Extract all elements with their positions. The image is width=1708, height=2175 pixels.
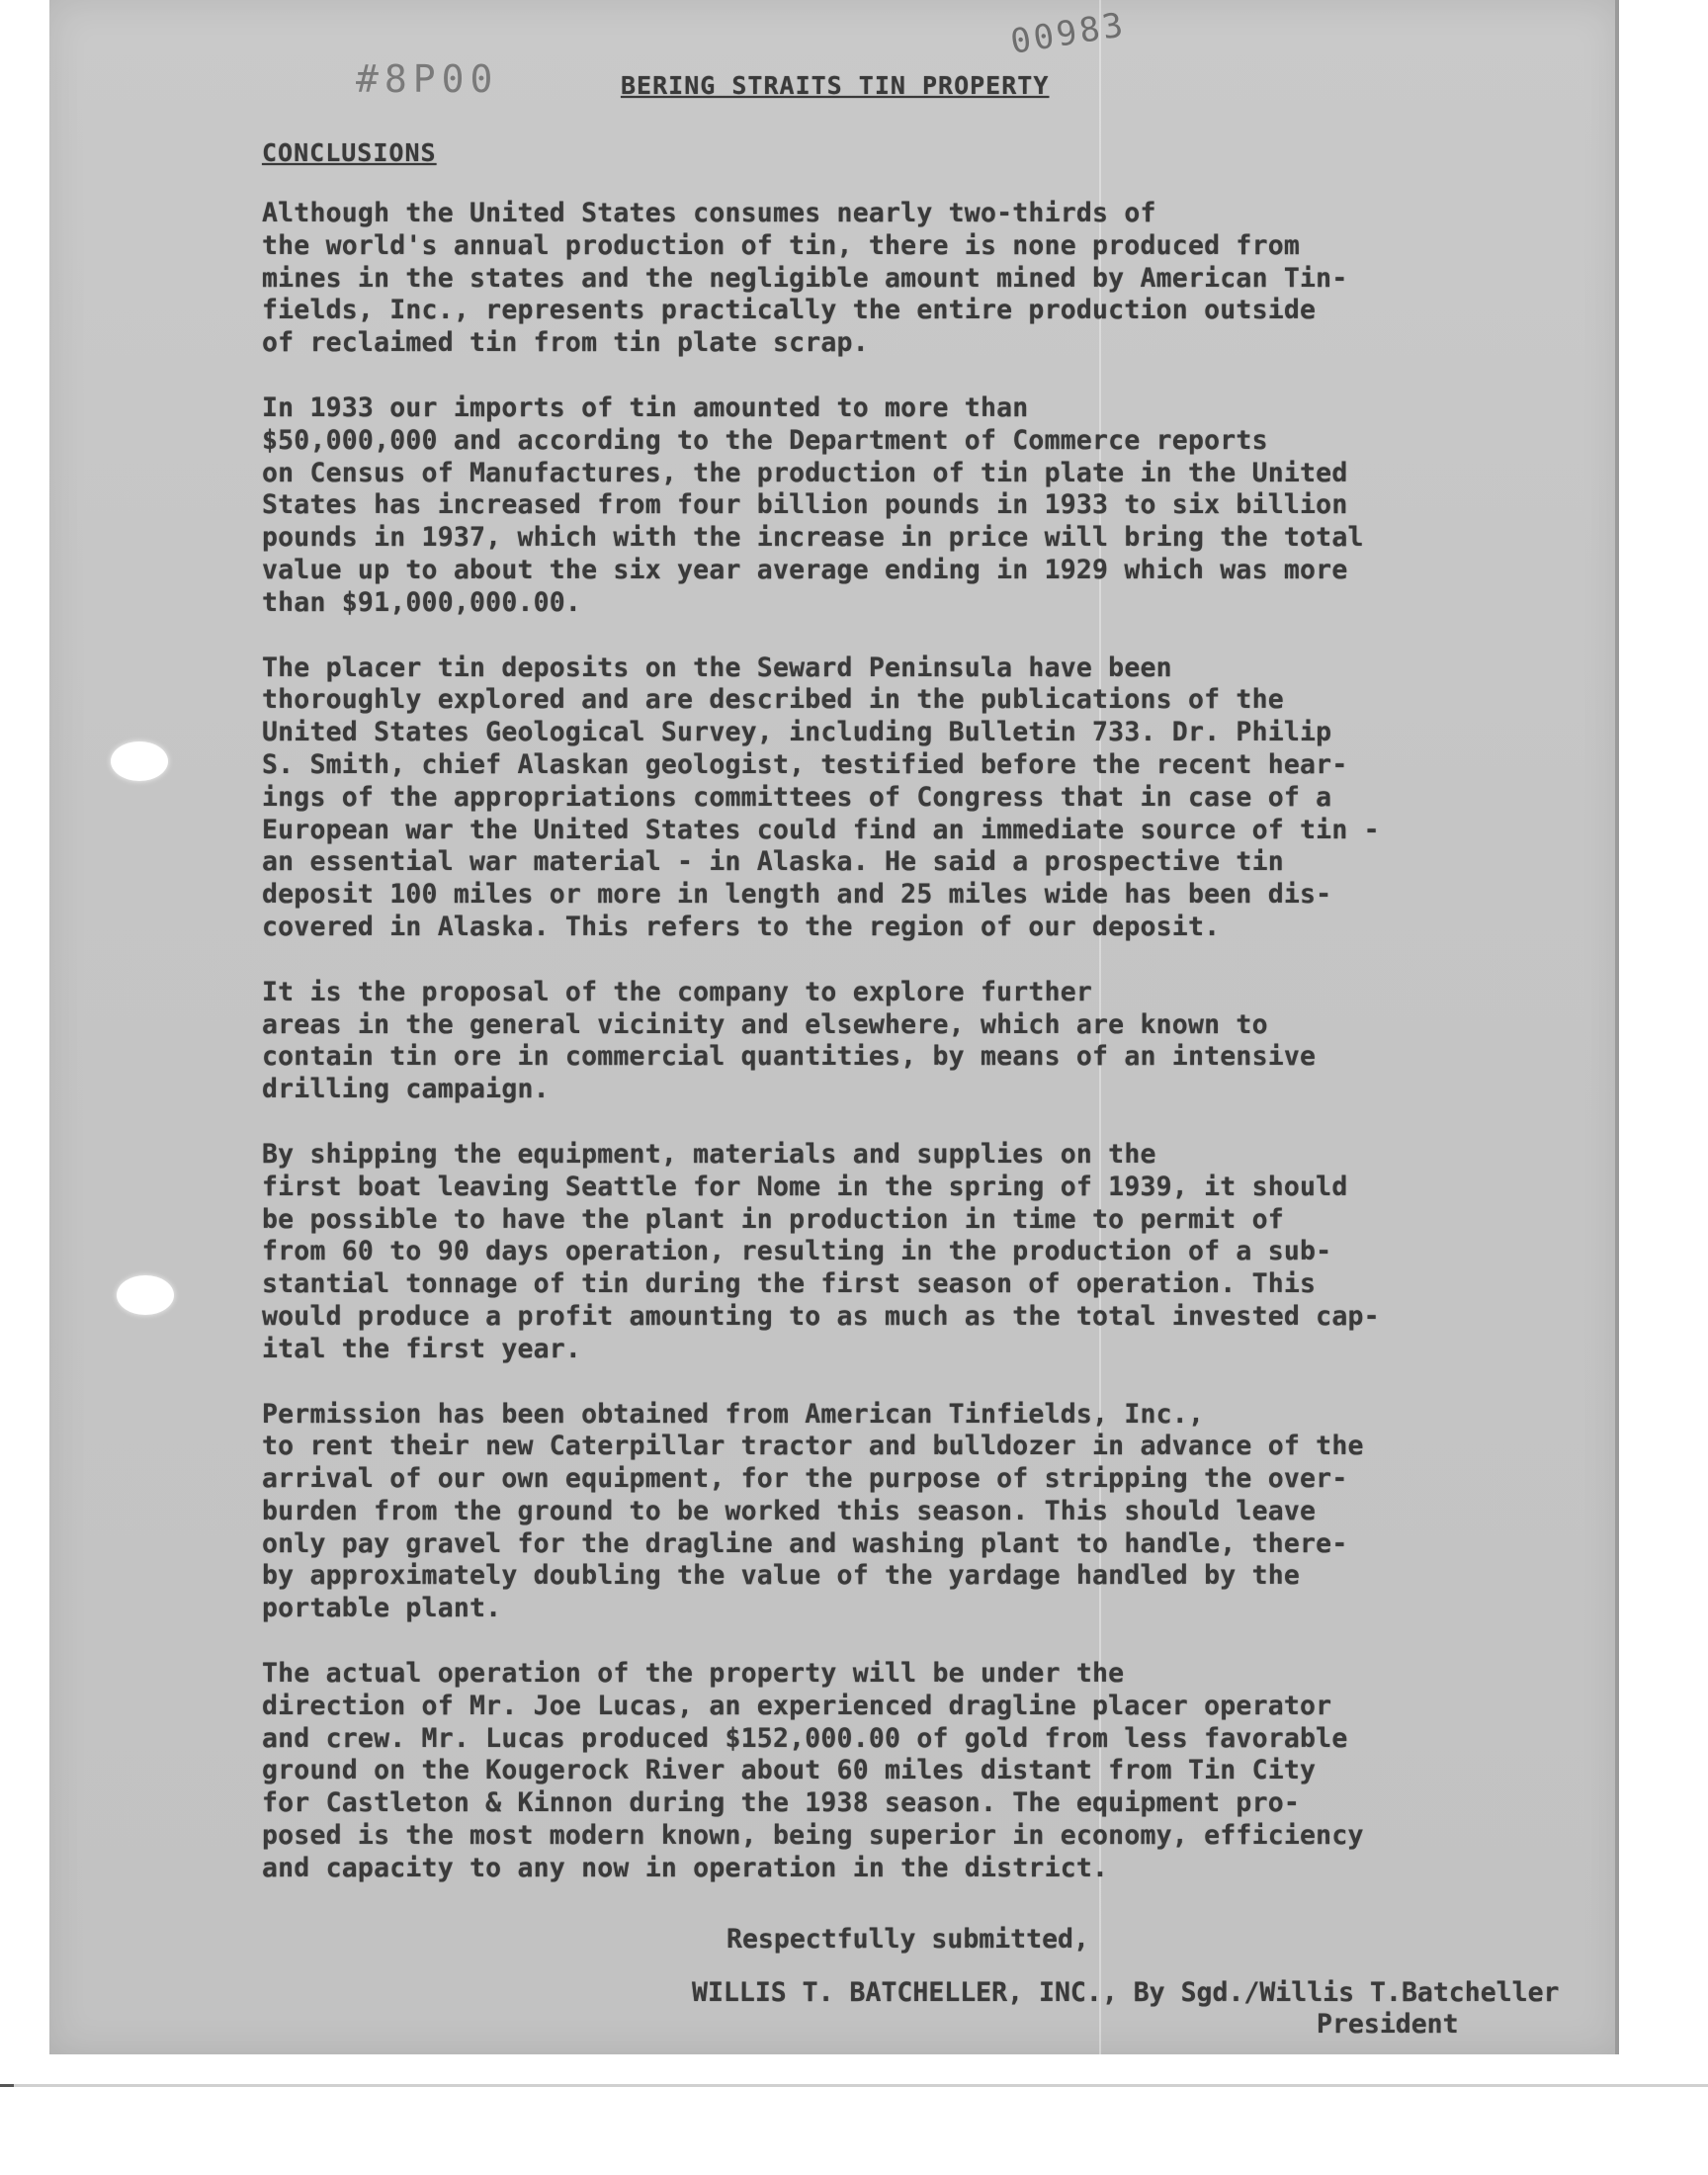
page-edge [1615, 0, 1619, 2054]
page-bottom-border-mark [0, 2084, 14, 2087]
document-body [262, 198, 1448, 1918]
page-bottom-border [0, 2084, 1708, 2087]
paragraph-2: In 1933 our imports of tin amounted to more than $50,000,000 and according to the Department of Commerce reports on Census of Manufactures, the production of tin plate in the United States has increased from four billion pounds in 1933 to six billion pounds in 1937, which with the increase in price will bring the total value up to about the six year average ending in 1929 which was more than $91,000,000.00. [262, 392, 1364, 618]
punch-hole-upper [111, 741, 168, 781]
section-heading: CONCLUSIONS [262, 138, 437, 167]
paragraph-7: The actual operation of the property will be under the direction of Mr. Joe Lucas, an experienced dragline placer operator and crew. Mr. Lucas produced $152,000.00 of gold from less favorable ground on the Kougerock River about 60 miles distant from Tin City for Castleton & Kinnon during the 1938 season. The equipment pro- posed is the most modern known, being superior in economy, efficiency and capacity to any now in operation in the district. [262, 1658, 1364, 1883]
document-id-stamp: #8P00 [356, 57, 499, 101]
document-title: BERING STRAITS TIN PROPERTY [621, 71, 1050, 100]
paragraph-5: By shipping the equipment, materials and supplies on the first boat leaving Seattle for Nome in the spring of 1939, it should be possible to have the plant in production in time to permit of from 60 to 90 days operation, resulting in the production of a sub- stantial tonnage of tin during the first season of operation. This would produce a profit amounting to as much as the total invested cap- ital the first year. [262, 1138, 1380, 1364]
signer-title: President [1317, 2009, 1459, 2040]
paragraph-1: Although the United States consumes nearly two-thirds of the world's annual production of tin, there is none produced from mines in the states and the negligible amount mined by American Tin- fields, Inc., represents practically the entire production outside of reclaimed tin from tin plate scrap. [262, 198, 1348, 359]
signature-line: WILLIS T. BATCHELLER, INC., By Sgd./Willis T.Batcheller [692, 1977, 1560, 2008]
page-number-stamp: 00983 [1007, 5, 1129, 62]
punch-hole-lower [117, 1275, 174, 1315]
paragraph-4: It is the proposal of the company to explore further areas in the general vicinity and elsewhere, which are known to contain tin ore in commercial quantities, by means of an intensive drilling campaign. [262, 976, 1317, 1105]
paragraph-3: The placer tin deposits on the Seward Peninsula have been thoroughly explored and are described in the publications of the United States Geological Survey, including Bulletin 733. Dr. Philip S. Smith, chief Alaskan geologist, testified before the recent hear- ings of the appropriations committees of Congress that in case of a European war the United States could find an immediate source of tin - an essential war material - in Alaska. He said a prospective tin deposit 100 miles or more in length and 25 miles wide has been dis- covered in Alaska. This refers to the region of our deposit. [262, 652, 1380, 942]
paragraph-6: Permission has been obtained from American Tinfields, Inc., to rent their new Caterpillar tractor and bulldozer in advance of the arrival of our own equipment, for the purpose of stripping the over- burden from the ground to be worked this season. This should leave only pay gravel for the dragline and washing plant to handle, there- by approximately doubling the value of the yardage handled by the portable plant. [262, 1398, 1364, 1624]
closing-salutation: Respectfully submitted, [726, 1924, 1089, 1955]
